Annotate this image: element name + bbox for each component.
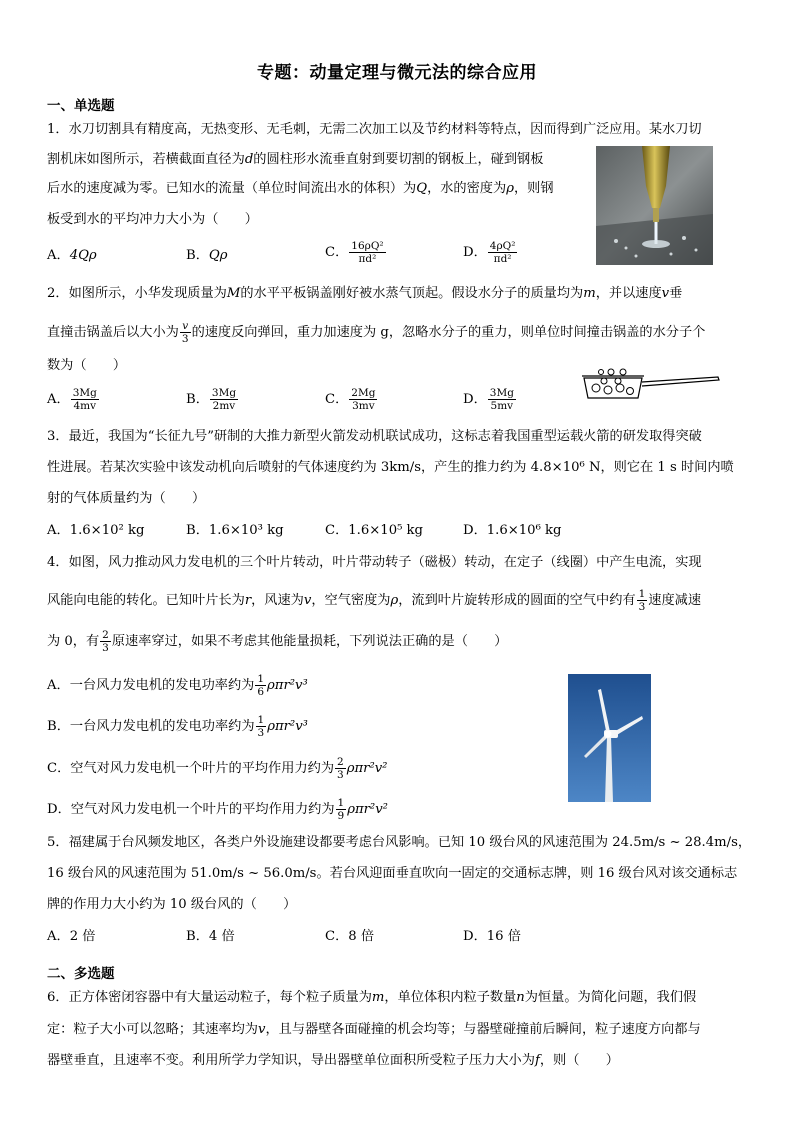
q2-option-c[interactable]: C． $\frac{2Mg}{3mv}$ xyxy=(325,387,376,412)
q4-line-3: 为 0，有 $\frac{2}{3}$ 原速率穿过，如果不考虑其他能量损耗，下列说法正确的是（ ） xyxy=(47,629,508,654)
q1-option-d[interactable]: D． $\frac{\text{4ρQ²}}{\text{πd²}}$ xyxy=(463,240,516,265)
q1-line-3: 后水的速度减为零。已知水的流量（单位时间流出水的体积）为Q，水的密度为ρ，则钢 xyxy=(47,181,554,196)
q4-option-c[interactable]: C．空气对风力发电机一个叶片的平均作用力约为 $\frac{2}{3}$ ρπr²v² xyxy=(47,756,388,781)
waterjet-cutter-photo xyxy=(596,146,713,265)
wind-turbine-photo xyxy=(568,674,651,802)
q5-option-c[interactable]: C．8 倍 xyxy=(325,929,375,944)
q1-line-2: 割机床如图所示，若横截面直径为d的圆柱形水流垂直射到要切割的钢板上，碰到钢板 xyxy=(47,152,544,167)
q3-option-b[interactable]: B．1.6×10³ kg xyxy=(186,523,284,538)
q5-option-b[interactable]: B．4 倍 xyxy=(186,929,235,944)
q4-option-d[interactable]: D．空气对风力发电机一个叶片的平均作用力约为 $\frac{1}{9}$ ρπr²v² xyxy=(47,797,388,822)
pan-with-lid-diagram xyxy=(580,368,722,402)
q2-line-1: 2．如图所示，小华发现质量为M的水平平板锅盖刚好被水蒸气顶起。假设水分子的质量均为m，并以速度v垂 xyxy=(47,286,683,301)
q3-option-c[interactable]: C．1.6×10⁵ kg xyxy=(325,523,423,538)
q3-option-a[interactable]: A．1.6×10² kg xyxy=(47,523,145,538)
q4-option-a[interactable]: A．一台风力发电机的发电功率约为 $\frac{1}{6}$ ρπr²v³ xyxy=(47,673,308,698)
q1-option-c[interactable]: C． $\frac{\text{16ρQ²}}{\text{πd²}}$ xyxy=(325,240,384,265)
q6-line-1: 6．正方体密闭容器中有大量运动粒子，每个粒子质量为m，单位体积内粒子数量n为恒量。为简化问题，我们假 xyxy=(47,990,697,1005)
q5-line-1: 5．福建属于台风频发地区，各类户外设施建设都要考虑台风影响。已知 10 级台风的风速范围为 24.5m/s ~ 28.4m/s， xyxy=(47,835,752,850)
q6-line-3: 器壁垂直，且速率不变。利用所学力学知识，导出器壁单位面积所受粒子压力大小为f，则（ ） xyxy=(47,1053,619,1068)
q2-line-2: 直撞击锅盖后以大小为 $\frac{v}{3}$ 的速度反向弹回，重力加速度为 g，忽略水分子的重力，则单位时间撞击锅盖的水分子个 xyxy=(47,320,706,345)
q5-line-2: 16 级台风的风速范围为 51.0m/s ~ 56.0m/s。若台风迎面垂直吹向一固定的交通标志牌，则 16 级台风对该交通标志 xyxy=(47,866,738,881)
q3-option-d[interactable]: D．1.6×10⁶ kg xyxy=(463,523,562,538)
section-heading-single-choice: 一、单选题 xyxy=(47,98,115,114)
q5-option-d[interactable]: D．16 倍 xyxy=(463,929,521,944)
q2-line-3: 数为（ ） xyxy=(47,358,127,373)
q6-line-2: 定：粒子大小可以忽略；其速率均为v，且与器壁各面碰撞的机会均等；与器壁碰撞前后瞬间，粒子速度方向都与 xyxy=(47,1022,701,1037)
q4-line-2: 风能向电能的转化。已知叶片长为r，风速为v，空气密度为ρ，流到叶片旋转形成的圆面的空气中约有 $\frac{1}{3}$ 速度减速 xyxy=(47,588,702,613)
q2-option-d[interactable]: D． $\frac{3Mg}{5mv}$ xyxy=(463,387,514,412)
q1-line-1: 1．水刀切割具有精度高，无热变形、无毛刺，无需二次加工以及节约材料等特点，因而得到广泛应用。某水刀切 xyxy=(47,122,702,137)
q1-option-b[interactable]: B．Qρ xyxy=(186,248,228,263)
q1-line-4: 板受到水的平均冲力大小为（ ） xyxy=(47,212,258,227)
q5-line-3: 牌的作用力大小约为 10 级台风的（ ） xyxy=(47,897,297,912)
q5-option-a[interactable]: A．2 倍 xyxy=(47,929,96,944)
q3-line-1: 3．最近，我国为“长征九号”研制的大推力新型火箭发动机联试成功，这标志着我国重型运载火箭的研发取得突破 xyxy=(47,429,702,444)
q2-option-b[interactable]: B． $\frac{3Mg}{2mv}$ xyxy=(186,387,237,412)
q4-option-b[interactable]: B．一台风力发电机的发电功率约为 $\frac{1}{3}$ ρπr²v³ xyxy=(47,714,308,739)
q2-option-a[interactable]: A． $\frac{3Mg}{4mv}$ xyxy=(47,387,97,412)
q4-line-1: 4．如图，风力推动风力发电机的三个叶片转动，叶片带动转子（磁极）转动，在定子（线圈）中产生电流，实现 xyxy=(47,555,702,570)
q1-option-a[interactable]: A．4Qρ xyxy=(47,248,97,263)
q3-line-3: 射的气体质量约为（ ） xyxy=(47,491,206,506)
page-title: 专题：动量定理与微元法的综合应用 xyxy=(257,63,537,83)
q3-line-2: 性进展。若某次实验中该发动机向后喷射的气体速度约为 3km/s，产生的推力约为 4.8×10⁶ N，则它在 1 s 时间内喷 xyxy=(47,460,734,475)
section-heading-multiple-choice: 二、多选题 xyxy=(47,966,115,982)
